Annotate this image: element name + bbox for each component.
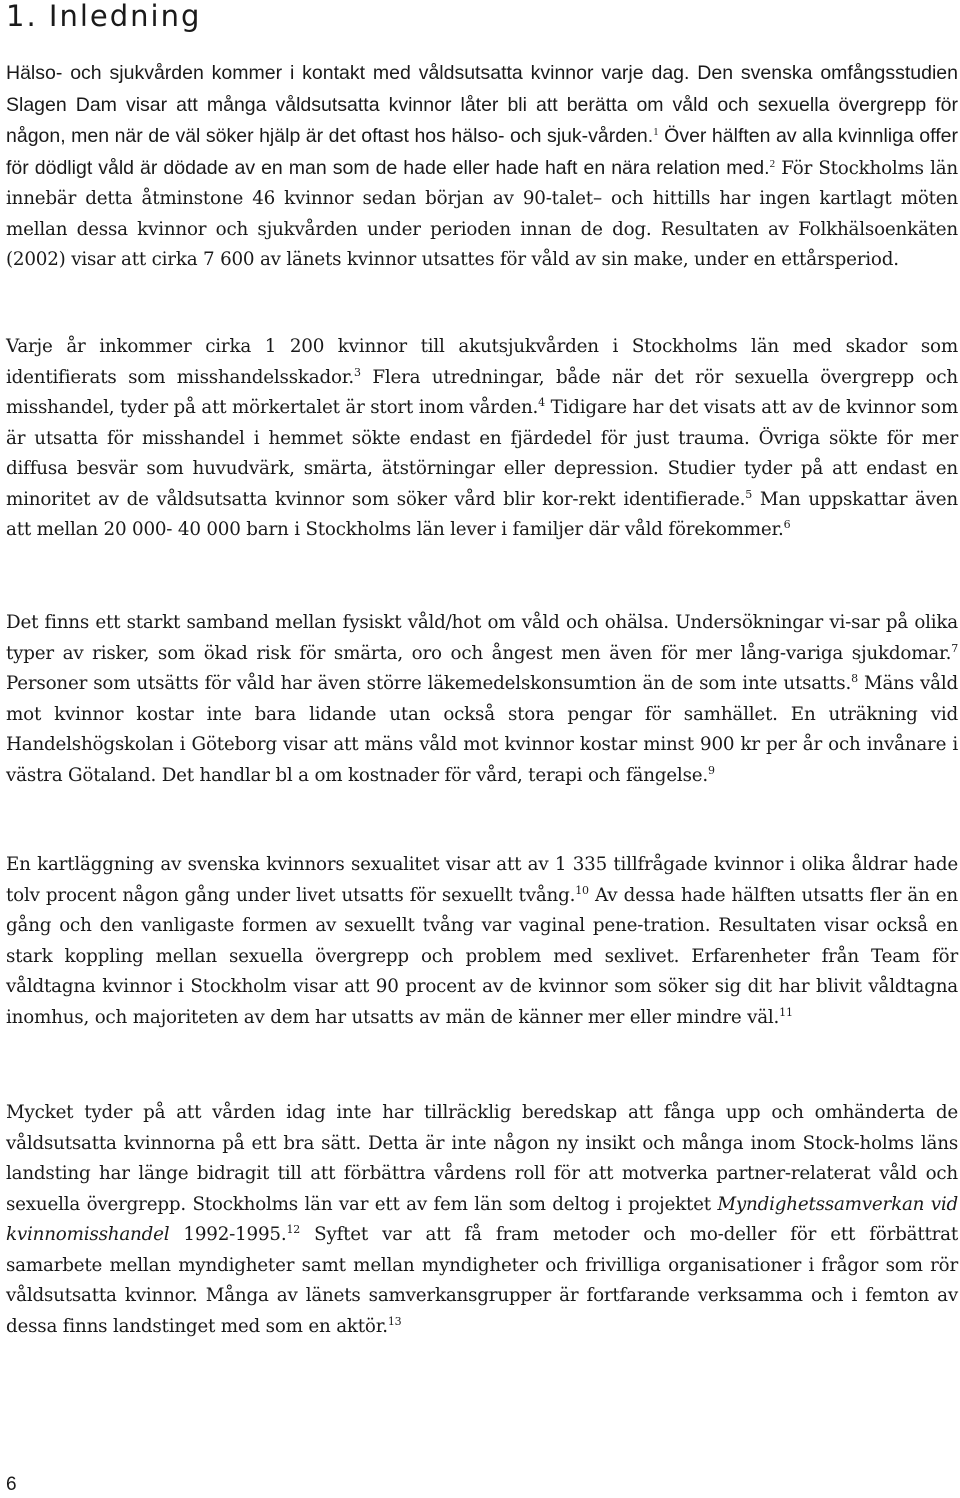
project-name: Myndighetssamverkan vid kvinnomisshandel bbox=[6, 1193, 958, 1245]
footnote-ref-3: 3 bbox=[353, 365, 361, 379]
footnote-ref-7: 7 bbox=[951, 641, 958, 655]
health-sentence-3: Mäns våld mot kvinnor kostar inte bara lidande utan också stora pengar för samhället. En uträkning vid Handelshögskolan i Göteborg visar att mäns våld mot kvinnor kostar minst 900 kr per år och invånare i västra Götaland. Det handlar bl a om kostnader för vård, terapi och fängelse. bbox=[6, 673, 958, 786]
intro-sentence-2: Över hälften av alla kvinnliga offer för dödligt våld är dödade av en man som de hade eller hade haft en nära relation med. bbox=[6, 125, 958, 179]
paragraph-sexual-coercion bbox=[6, 850, 958, 1033]
section-heading: 1. Inledning bbox=[6, 0, 202, 33]
paragraph-acute-care bbox=[6, 332, 958, 546]
footnote-ref-6: 6 bbox=[783, 517, 791, 531]
footnote-ref-4: 4 bbox=[538, 395, 545, 409]
coercion-sentence-1: En kartläggning av svenska kvinnors sexualitet visar att av 1 335 tillfrågade kvinnor i olika åldrar hade tolv procent någon gång under livet utsatts för sexuellt tvång. bbox=[6, 854, 958, 906]
preparedness-sentence-2: 1992-1995. bbox=[169, 1224, 287, 1245]
acute-sentence-4: Man uppskattar även att mellan 20 000- 40 000 barn i Stockholms län lever i familjer där våld förekommer. bbox=[6, 488, 959, 540]
paragraph-preparedness bbox=[6, 1098, 958, 1342]
footnote-ref-2: 2 bbox=[769, 157, 776, 170]
acute-sentence-2: Flera utredningar, både när det rör sexuella övergrepp och misshandel, tyder på att mörkertalet är stort inom vården. bbox=[6, 366, 958, 418]
health-sentence-1: Det finns ett starkt samband mellan fysiskt våld/hot om våld och ohälsa. Undersökningar vi-sar på olika typer av risker, som ökad risk för smärta, oro och ångest men även för mer lång-variga sjukdomar. bbox=[6, 612, 958, 664]
footnote-ref-10: 10 bbox=[575, 883, 589, 897]
footnote-ref-11: 11 bbox=[779, 1005, 793, 1019]
footnote-ref-13: 13 bbox=[387, 1314, 402, 1328]
footnote-ref-5: 5 bbox=[745, 487, 753, 501]
footnote-ref-12: 12 bbox=[286, 1222, 301, 1236]
paragraph-intro bbox=[6, 58, 958, 276]
health-sentence-2: Personer som utsätts för våld har även större läkemedelskonsumtion än de som inte utsatts. bbox=[6, 673, 852, 694]
acute-sentence-1: Varje år inkommer cirka 1 200 kvinnor till akutsjukvården i Stockholms län med skador som identifierats som misshandelsskador. bbox=[6, 336, 958, 388]
intro-sentence-1: Hälso- och sjukvården kommer i kontakt med våldsutsatta kvinnor varje dag. Den svenska omfångsstudien Slagen Dam visar att många våldsutsatta kvinnor låter bli att berätta om våld och sexuella övergrepp för någon, men när de väl söker hjälp är det oftast hos hälso- och sjuk-vården. bbox=[6, 62, 958, 147]
preparedness-sentence-1: Mycket tyder på att vården idag inte har tillräcklig beredskap att fånga upp och omhänderta de våldsutsatta kvinnorna på ett bra sätt. Detta är inte någon ny insikt och många inom Stock-holms läns landsting har länge bidragit till att förbättra vårdens roll för att motverka partner-relaterat våld och sexuella övergrepp. Stockholms län var ett av fem län som deltog i projektet bbox=[6, 1102, 958, 1215]
preparedness-sentence-3: Syftet var att få fram metoder och mo-deller för ett förbättrat samarbete mellan myndigheter samt mellan myndigheter och frivilliga organisationer i frågor som rör våldsutsatta kvinnor. Många av länets samverkansgrupper är fortfarande verksamma och i femton av dessa finns landstinget med som en aktör. bbox=[6, 1224, 958, 1337]
footnote-ref-1: 1 bbox=[653, 125, 659, 138]
footnote-ref-9: 9 bbox=[708, 763, 715, 777]
acute-sentence-3: Tidigare har det visats att av de kvinnor som är utsatta för misshandel i hemmet sökte endast en fjärdedel för just trauma. Övriga sökte för mer diffusa besvär som huvudvärk, smärta, ätstörningar eller depression. Studier tyder på att endast en minoritet av de våldsutsatta kvinnor som söker vård blir kor-rekt identifierade. bbox=[6, 397, 958, 510]
coercion-sentence-2: Av dessa hade hälften utsatts fler än en gång och den vanligaste formen av sexuellt tvång var vaginal pene-tration. Resultaten visar också en stark koppling mellan sexuella övergrepp och problem med sexlivet. Erfarenheter från Team för våldtagna kvinnor i Stockholm visar att 90 procent av de kvinnor som söker sig dit har blivit våldtagna inomhus, och majoriteten av dem har utsatts av män de känner mer eller mindre väl. bbox=[6, 884, 958, 1028]
footnote-ref-8: 8 bbox=[851, 671, 858, 685]
page-number: 6 bbox=[6, 1474, 17, 1495]
paragraph-health-effects bbox=[6, 608, 958, 791]
intro-sentence-3: För Stockholms län innebär detta åtminstone 46 kvinnor sedan början av 90-talet– och hittills har ingen kartlagt möten mellan dessa kvinnor och sjukvården under perioden innan de dog. Resultaten av Folkhälsoenkäten (2002) visar att cirka 7 600 av länets kvinnor utsattes för våld av sin make, under en ettårsperiod. bbox=[6, 157, 958, 270]
